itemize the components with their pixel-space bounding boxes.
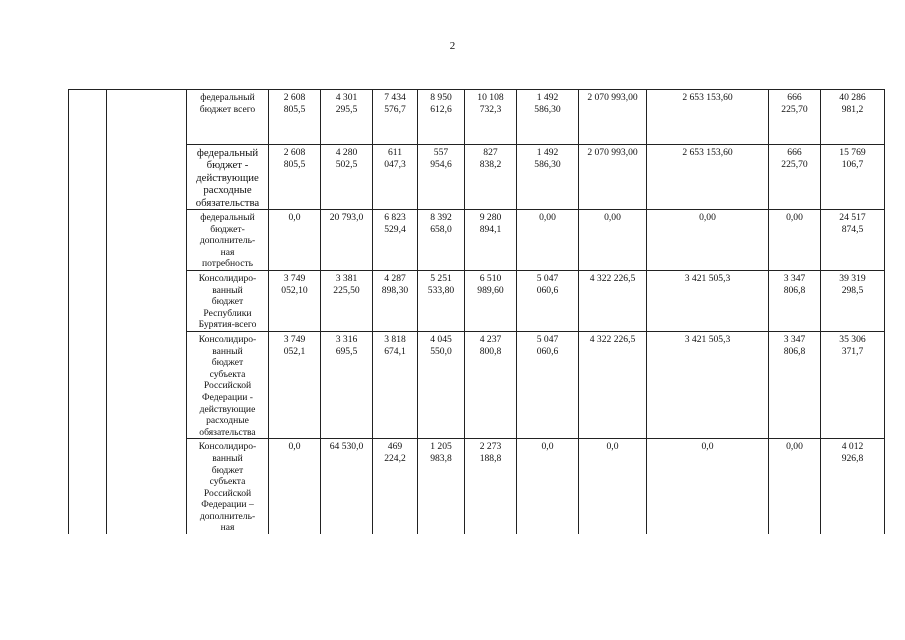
empty-cell	[107, 439, 187, 534]
value-cell	[373, 331, 418, 438]
value-line: 3 347	[783, 333, 806, 345]
value-line: 550,0	[430, 345, 452, 357]
row-name-line: Бурятия-всего	[198, 319, 257, 331]
value-line: 2 653 153,60	[682, 147, 733, 158]
value-line: 2 070 993,00	[587, 92, 638, 103]
value-line: 24 517	[839, 212, 866, 224]
value-line: 295,5	[335, 103, 358, 115]
value-line: 225,50	[333, 284, 360, 296]
table-row	[69, 90, 885, 145]
value-line: 658,0	[430, 223, 452, 235]
value-line: 225,70	[781, 158, 808, 170]
value-line: 371,7	[841, 345, 864, 357]
value-line: 4 287	[384, 273, 406, 284]
value-line: 0,0	[701, 441, 714, 453]
value-line: 805,5	[283, 103, 306, 115]
value-cell	[465, 210, 517, 271]
value-line: 666	[787, 92, 802, 103]
value-cell	[269, 90, 321, 145]
row-name-line: бюджет-	[210, 223, 245, 235]
empty-cell	[107, 271, 187, 332]
value-line: 5 251	[430, 273, 452, 284]
row-name-line: бюджет	[211, 464, 244, 476]
row-name-line: Российской	[203, 380, 252, 392]
row-name-cell	[187, 439, 269, 534]
value-cell	[517, 331, 579, 438]
value-line: 0,00	[699, 212, 716, 224]
value-cell	[465, 90, 517, 145]
value-cell	[321, 439, 373, 534]
value-cell	[269, 439, 321, 534]
value-line: 3 381	[335, 273, 358, 284]
value-line: 3 347	[783, 273, 806, 284]
row-name-line: обязательства	[199, 426, 256, 438]
row-name-line: Федерации -	[202, 391, 253, 403]
value-line: 3 749	[283, 333, 306, 345]
row-name-cell	[187, 90, 269, 145]
value-line: 576,7	[384, 103, 406, 115]
empty-cell	[107, 210, 187, 271]
value-cell	[321, 331, 373, 438]
value-cell	[373, 210, 418, 271]
value-line: 20 793,0	[329, 212, 364, 224]
value-line: 800,8	[479, 345, 502, 357]
row-name-line: федеральный	[196, 147, 259, 159]
value-line: 3 421 505,3	[684, 333, 731, 345]
value-line: 838,2	[479, 158, 502, 170]
row-name-line: бюджет всего	[199, 103, 256, 115]
value-line: 894,1	[479, 223, 502, 235]
value-cell	[579, 90, 647, 145]
value-line: 052,1	[283, 345, 306, 357]
value-line: 529,4	[384, 223, 406, 235]
value-cell	[579, 210, 647, 271]
value-line: 806,8	[783, 345, 806, 357]
value-line: 954,6	[430, 158, 452, 170]
value-line: 3 749	[283, 273, 306, 284]
row-name-line: дополнитель-	[199, 510, 256, 522]
value-cell	[647, 439, 769, 534]
value-line: 188,8	[479, 452, 502, 464]
value-line: 0,0	[288, 441, 301, 453]
value-line: 926,8	[841, 452, 864, 464]
row-name-line: Федерации –	[201, 499, 254, 511]
value-cell	[465, 271, 517, 332]
value-cell	[647, 210, 769, 271]
value-line: 983,8	[430, 452, 452, 464]
value-cell	[579, 145, 647, 210]
row-name-line: действующие	[199, 403, 256, 415]
row-name-line: Республики	[203, 307, 252, 319]
value-cell	[769, 439, 821, 534]
value-cell	[269, 331, 321, 438]
empty-cell	[69, 145, 107, 210]
value-cell	[418, 439, 465, 534]
value-cell	[821, 210, 885, 271]
row-name-line: расходные	[206, 415, 249, 427]
row-name-cell	[187, 145, 269, 210]
value-cell	[579, 271, 647, 332]
value-line: 4 280	[335, 147, 358, 158]
row-name-line: обязательства	[195, 196, 260, 209]
value-cell	[517, 210, 579, 271]
value-line: 298,5	[841, 284, 864, 296]
value-line: 674,1	[384, 345, 406, 357]
value-cell	[821, 439, 885, 534]
value-line: 106,7	[841, 158, 864, 170]
value-line: 732,3	[479, 103, 502, 115]
value-cell	[269, 271, 321, 332]
value-line: 989,60	[477, 284, 504, 296]
value-cell	[769, 90, 821, 145]
value-cell	[579, 439, 647, 534]
value-line: 8 392	[430, 212, 452, 224]
value-cell	[769, 145, 821, 210]
value-line: 10 108	[477, 92, 504, 103]
value-line: 469	[387, 441, 403, 453]
value-cell	[269, 145, 321, 210]
value-line: 4 012	[841, 441, 864, 453]
row-name-line: ная	[220, 246, 235, 258]
value-line: 502,5	[335, 158, 358, 170]
empty-cell	[69, 90, 107, 145]
value-line: 806,8	[783, 284, 806, 296]
row-name-line: действующие	[196, 171, 259, 184]
value-cell	[517, 145, 579, 210]
value-line: 047,3	[384, 158, 406, 170]
value-line: 060,6	[536, 284, 559, 296]
value-cell	[821, 145, 885, 210]
value-cell	[821, 271, 885, 332]
value-line: 9 280	[479, 212, 502, 224]
row-name-line: Консолидиро-	[198, 333, 257, 345]
empty-cell	[107, 90, 187, 145]
value-line: 6 510	[479, 273, 502, 284]
value-cell	[321, 271, 373, 332]
row-name-line: ванный	[212, 284, 243, 296]
row-name-line: Консолидиро-	[198, 441, 257, 453]
value-line: 0,0	[541, 441, 554, 453]
value-cell	[418, 331, 465, 438]
value-cell	[373, 439, 418, 534]
value-cell	[321, 210, 373, 271]
value-line: 0,00	[786, 441, 803, 453]
value-line: 4 237	[479, 333, 502, 345]
value-cell	[647, 331, 769, 438]
row-name-line: субъекта	[209, 368, 246, 380]
row-name-line: бюджет -	[206, 159, 249, 172]
value-cell	[579, 331, 647, 438]
empty-cell	[69, 210, 107, 271]
value-line: 2 273	[479, 441, 502, 453]
value-line: 3 818	[384, 333, 406, 345]
value-line: 4 045	[430, 333, 452, 345]
page-number: 2	[449, 40, 456, 52]
value-line: 0,0	[288, 212, 301, 224]
value-line: 2 608	[283, 92, 306, 103]
value-cell	[269, 210, 321, 271]
value-line: 0,00	[539, 212, 556, 224]
value-cell	[418, 271, 465, 332]
value-cell	[769, 331, 821, 438]
value-line: 557	[433, 147, 449, 158]
value-line: 586,30	[534, 103, 561, 115]
value-line: 898,30	[381, 284, 409, 296]
value-line: 4 322 226,5	[589, 333, 636, 345]
value-line: 3 421 505,3	[684, 273, 731, 284]
value-line: 2 070 993,00	[587, 147, 638, 158]
value-line: 2 653 153,60	[682, 92, 733, 103]
empty-cell	[69, 331, 107, 438]
row-name-line: ванный	[212, 452, 243, 464]
value-line: 40 286	[839, 92, 866, 103]
value-cell	[418, 145, 465, 210]
value-line: 7 434	[384, 92, 406, 103]
value-line: 0,00	[604, 212, 621, 224]
value-cell	[647, 90, 769, 145]
value-line: 611	[387, 147, 403, 158]
value-cell	[418, 210, 465, 271]
value-cell	[373, 145, 418, 210]
value-cell	[321, 90, 373, 145]
value-line: 35 306	[839, 333, 866, 345]
value-cell	[821, 331, 885, 438]
value-line: 4 301	[335, 92, 358, 103]
value-line: 666	[787, 147, 802, 158]
value-line: 5 047	[536, 333, 559, 345]
value-cell	[465, 331, 517, 438]
row-name-cell	[187, 331, 269, 438]
table-row	[69, 271, 885, 332]
value-cell	[769, 271, 821, 332]
value-line: 874,5	[841, 223, 864, 235]
value-line: 3 316	[335, 333, 358, 345]
value-cell	[517, 271, 579, 332]
value-line: 1 492	[536, 92, 559, 103]
value-cell	[647, 145, 769, 210]
value-line: 6 823	[384, 212, 406, 224]
row-name-line: ная	[220, 522, 235, 534]
table-row	[69, 331, 885, 438]
empty-cell	[107, 331, 187, 438]
value-cell	[465, 439, 517, 534]
value-cell	[373, 271, 418, 332]
row-name-line: потребность	[201, 258, 254, 270]
empty-cell	[69, 271, 107, 332]
value-line: 060,6	[536, 345, 559, 357]
value-line: 224,2	[384, 452, 406, 464]
value-line: 805,5	[283, 158, 306, 170]
row-name-cell	[187, 271, 269, 332]
table-row	[69, 439, 885, 534]
value-cell	[373, 90, 418, 145]
row-name-cell	[187, 210, 269, 271]
row-name-line: федеральный	[200, 212, 255, 224]
value-line: 1 205	[430, 441, 452, 453]
value-line: 0,00	[786, 212, 803, 224]
value-cell	[418, 90, 465, 145]
value-cell	[769, 210, 821, 271]
row-name-line: дополнитель-	[199, 235, 256, 247]
value-cell	[517, 439, 579, 534]
table-row	[69, 145, 885, 210]
value-line: 695,5	[335, 345, 358, 357]
table-row	[69, 210, 885, 271]
row-name-line: бюджет	[211, 357, 244, 369]
row-name-line: федеральный	[200, 92, 255, 103]
value-cell	[821, 90, 885, 145]
row-name-line: субъекта	[209, 476, 246, 488]
value-line: 1 492	[536, 147, 559, 158]
row-name-line: Российской	[203, 487, 252, 499]
row-name-line: ванный	[212, 345, 243, 357]
value-line: 15 769	[839, 147, 866, 158]
row-name-line: бюджет	[211, 296, 244, 308]
value-line: 612,6	[430, 103, 452, 115]
value-line: 64 530,0	[329, 441, 364, 453]
value-line: 2 608	[283, 147, 306, 158]
value-line: 39 319	[839, 273, 866, 284]
value-line: 225,70	[781, 103, 808, 115]
value-line: 5 047	[536, 273, 559, 284]
row-name-line: расходные	[203, 184, 252, 197]
value-line: 0,0	[606, 441, 619, 453]
value-line: 052,10	[281, 284, 308, 296]
value-cell	[647, 271, 769, 332]
value-line: 586,30	[534, 158, 561, 170]
budget-table	[68, 89, 885, 534]
row-name-line: Консолидиро-	[198, 273, 257, 284]
value-line: 8 950	[430, 92, 452, 103]
value-cell	[465, 145, 517, 210]
value-line: 981,2	[841, 103, 864, 115]
value-line: 533,80	[427, 284, 455, 296]
value-cell	[321, 145, 373, 210]
empty-cell	[69, 439, 107, 534]
value-line: 827	[483, 147, 498, 158]
value-line: 4 322 226,5	[589, 273, 636, 284]
value-cell	[517, 90, 579, 145]
empty-cell	[107, 145, 187, 210]
